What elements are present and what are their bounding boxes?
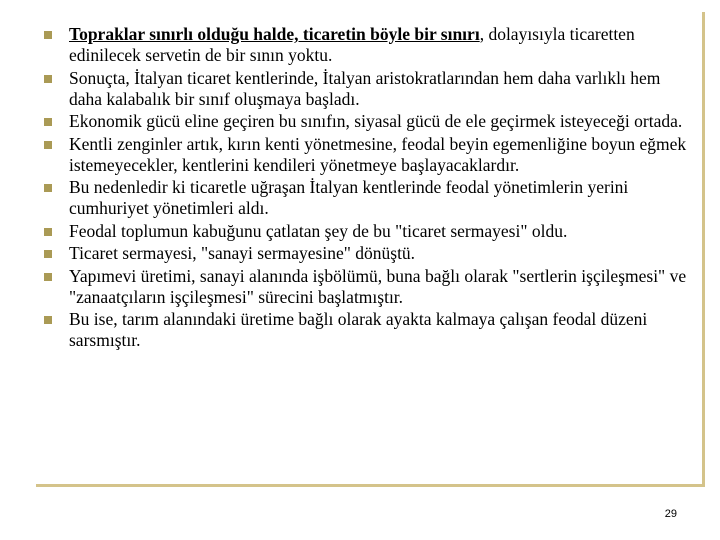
square-bullet-icon bbox=[44, 31, 52, 39]
slide-content bbox=[40, 24, 690, 353]
bullet-item-8 bbox=[40, 266, 690, 308]
bullet-text: Feodal toplumun kabuğunu çatlatan şey de bu "ticaret sermayesi" oldu. bbox=[69, 220, 568, 241]
bullet-item-4 bbox=[40, 134, 690, 176]
bullet-text: , dolayısıyla ticaretten edinilecek servetin de bir sının yoktu. bbox=[69, 24, 635, 65]
square-bullet-icon bbox=[44, 250, 52, 258]
page-number: 29 bbox=[664, 508, 677, 520]
bullet-item-9 bbox=[40, 309, 690, 351]
square-bullet-icon bbox=[44, 273, 52, 281]
bullet-text: Bu ise, tarım alanındaki üretime bağlı olarak ayakta kalmaya çalışan feodal düzeni sarsmıştır. bbox=[69, 309, 648, 350]
bullet-text: Ekonomik gücü eline geçiren bu sınıfın, siyasal gücü de ele geçirmek isteyeceği ortada. bbox=[69, 111, 683, 131]
square-bullet-icon bbox=[44, 75, 52, 83]
frame-horizontal-line bbox=[36, 484, 705, 487]
bullet-text: Ticaret sermayesi, "sanayi sermayesine" dönüştü. bbox=[69, 243, 416, 263]
square-bullet-icon bbox=[44, 141, 52, 149]
bullet-text: Bu nedenledir ki ticaretle uğraşan İtalyan kentlerinde feodal yönetimlerin yerini cumhuriyet yönetimleri aldı. bbox=[69, 177, 629, 218]
square-bullet-icon bbox=[44, 118, 52, 126]
frame-vertical-line bbox=[702, 12, 705, 486]
square-bullet-icon bbox=[44, 316, 52, 324]
bullet-item-5 bbox=[40, 177, 690, 219]
bullet-text: Sonuçta, İtalyan ticaret kentlerinde, İtalyan aristokratlarından hem daha varlıklı hem daha kalabalık bir sınıf oluşmaya başladı. bbox=[69, 67, 661, 109]
bullet-item-6 bbox=[40, 221, 690, 242]
bullet-item-1 bbox=[40, 24, 690, 66]
square-bullet-icon bbox=[44, 228, 52, 236]
bullet-item-2 bbox=[40, 68, 690, 110]
bullet-item-3 bbox=[40, 111, 690, 132]
bullet-text: Kentli zenginler artık, kırın kenti yönetmesine, feodal beyin egemenliğine boyun eğmek istemeyecekler, kentlerini kendileri yönetmeye başlayacaklardır. bbox=[69, 133, 687, 175]
square-bullet-icon bbox=[44, 184, 52, 192]
bullet-item-7 bbox=[40, 243, 690, 264]
underlined-lead-text: Topraklar sınırlı olduğu halde, ticaretin böyle bir sınırı bbox=[69, 24, 480, 44]
bullet-text: Yapımevi üretimi, sanayi alanında işbölümü, buna bağlı olarak "sertlerin işçileşmesi" ve "zanaatçıların işçileşmesi" sürecini başlatmıştır. bbox=[69, 265, 687, 307]
